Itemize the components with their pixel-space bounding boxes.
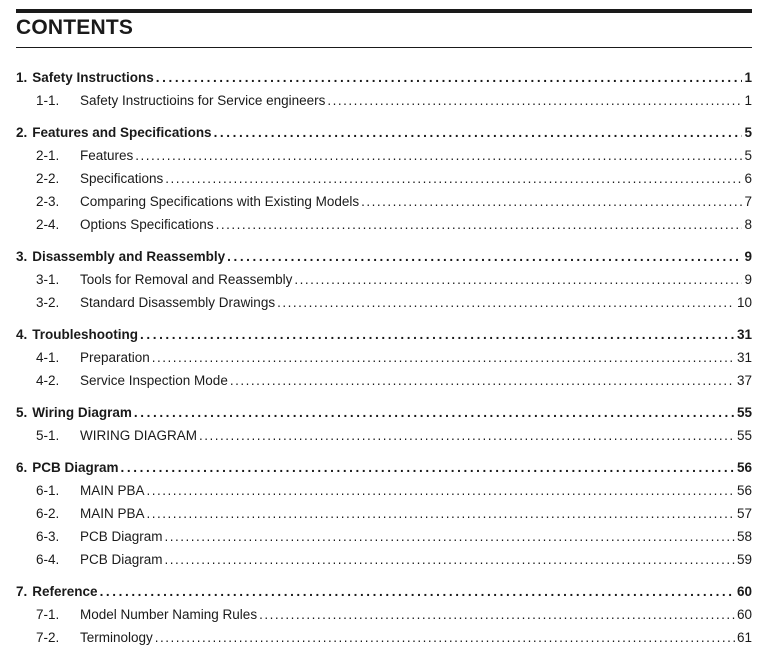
- entry-title: Service Inspection Mode: [80, 373, 228, 388]
- page-number: 31: [736, 350, 752, 365]
- dot-leader: [259, 603, 735, 626]
- page-number: 9: [744, 249, 752, 264]
- dot-leader: [214, 121, 743, 144]
- page-number: 37: [736, 373, 752, 388]
- dot-leader: [134, 401, 735, 424]
- entry-title: Model Number Naming Rules: [80, 607, 258, 622]
- entry-title: Safety Instructioins for Service engineers: [80, 93, 326, 108]
- toc-section-heading[interactable]: [16, 121, 752, 144]
- toc-entry[interactable]: [16, 213, 752, 236]
- toc-entry[interactable]: [16, 626, 752, 649]
- page-number: 59: [736, 552, 752, 567]
- toc-entry[interactable]: [16, 424, 752, 447]
- dot-leader: [216, 213, 743, 236]
- page-number: 56: [736, 483, 752, 498]
- dot-leader: [100, 580, 735, 603]
- entry-number: 6-2.: [36, 506, 60, 521]
- toc-section: [16, 580, 752, 649]
- toc-entry[interactable]: [16, 89, 752, 112]
- toc-section: [16, 456, 752, 571]
- entry-number: 1-1.: [36, 93, 60, 108]
- dot-leader: [199, 424, 735, 447]
- page-number: 60: [736, 584, 752, 599]
- section-title: Wiring Diagram: [32, 405, 132, 420]
- toc-section-heading[interactable]: [16, 580, 752, 603]
- page-title: CONTENTS: [16, 16, 134, 39]
- entry-number: 4-2.: [36, 373, 60, 388]
- page-number: 10: [736, 295, 752, 310]
- toc-section: [16, 401, 752, 447]
- section-title: Disassembly and Reassembly: [32, 249, 226, 264]
- page-number: 55: [736, 405, 752, 420]
- entry-title: Options Specifications: [80, 217, 214, 232]
- entry-title: MAIN PBA: [80, 483, 145, 498]
- dot-leader: [152, 346, 735, 369]
- section-number: 4.: [16, 327, 28, 342]
- toc-section-heading[interactable]: [16, 245, 752, 268]
- dot-leader: [147, 502, 735, 525]
- dot-leader: [156, 66, 743, 89]
- toc-entry[interactable]: [16, 268, 752, 291]
- section-title: Features and Specifications: [32, 125, 212, 140]
- entry-number: 7-2.: [36, 630, 60, 645]
- entry-title: PCB Diagram: [80, 552, 163, 567]
- toc-entry[interactable]: [16, 548, 752, 571]
- entry-number: 2-2.: [36, 171, 60, 186]
- toc-section-heading[interactable]: [16, 456, 752, 479]
- dot-leader: [165, 525, 735, 548]
- toc-section: [16, 323, 752, 392]
- entry-number: 2-1.: [36, 148, 60, 163]
- dot-leader: [121, 456, 735, 479]
- page-number: 6: [744, 171, 752, 186]
- toc-section: [16, 245, 752, 314]
- toc-section: [16, 121, 752, 236]
- section-number: 1.: [16, 70, 28, 85]
- section-number: 3.: [16, 249, 28, 264]
- entry-number: 6-3.: [36, 529, 60, 544]
- page-number: 5: [744, 148, 752, 163]
- entry-title: WIRING DIAGRAM: [80, 428, 197, 443]
- dot-leader: [294, 268, 742, 291]
- section-number: 2.: [16, 125, 28, 140]
- entry-number: 5-1.: [36, 428, 60, 443]
- page-number: 1: [744, 70, 752, 85]
- page-number: 61: [736, 630, 752, 645]
- entry-title: Preparation: [80, 350, 150, 365]
- dot-leader: [147, 479, 735, 502]
- entry-number: 3-1.: [36, 272, 60, 287]
- toc-entry[interactable]: [16, 525, 752, 548]
- toc-entry[interactable]: [16, 502, 752, 525]
- page-number: 9: [744, 272, 752, 287]
- section-number: 5.: [16, 405, 28, 420]
- entry-title: MAIN PBA: [80, 506, 145, 521]
- entry-title: Terminology: [80, 630, 153, 645]
- entry-number: 3-2.: [36, 295, 60, 310]
- section-title: Troubleshooting: [32, 327, 139, 342]
- dot-leader: [140, 323, 735, 346]
- page-number: 57: [736, 506, 752, 521]
- entry-number: 6-4.: [36, 552, 60, 567]
- entry-title: Specifications: [80, 171, 164, 186]
- toc-section-heading[interactable]: [16, 323, 752, 346]
- toc-section-heading[interactable]: [16, 401, 752, 424]
- entry-title: Standard Disassembly Drawings: [80, 295, 276, 310]
- section-title: Safety Instructions: [32, 70, 154, 85]
- title-rule: [16, 47, 752, 48]
- entry-number: 6-1.: [36, 483, 60, 498]
- dot-leader: [327, 89, 742, 112]
- toc-entry[interactable]: [16, 603, 752, 626]
- toc-entry[interactable]: [16, 190, 752, 213]
- entry-number: 2-3.: [36, 194, 60, 209]
- dot-leader: [135, 144, 742, 167]
- page-number: 58: [736, 529, 752, 544]
- section-title: PCB Diagram: [32, 460, 119, 475]
- toc-section: [16, 66, 752, 112]
- toc-entry[interactable]: [16, 369, 752, 392]
- entry-title: Features: [80, 148, 134, 163]
- section-number: 7.: [16, 584, 28, 599]
- page-number: 31: [736, 327, 752, 342]
- toc-entry[interactable]: [16, 346, 752, 369]
- entry-number: 4-1.: [36, 350, 60, 365]
- entry-number: 2-4.: [36, 217, 60, 232]
- dot-leader: [155, 626, 735, 649]
- page-number: 1: [744, 93, 752, 108]
- page-number: 56: [736, 460, 752, 475]
- page-number: 5: [744, 125, 752, 140]
- section-title: Reference: [32, 584, 98, 599]
- dot-leader: [227, 245, 742, 268]
- toc-section-heading[interactable]: [16, 66, 752, 89]
- dot-leader: [361, 190, 742, 213]
- section-number: 6.: [16, 460, 28, 475]
- entry-title: Tools for Removal and Reassembly: [80, 272, 293, 287]
- dot-leader: [165, 167, 742, 190]
- entry-number: 7-1.: [36, 607, 60, 622]
- toc-entry[interactable]: [16, 479, 752, 502]
- top-rule: [16, 9, 752, 13]
- toc-entry[interactable]: [16, 144, 752, 167]
- entry-title: Comparing Specifications with Existing Models: [80, 194, 360, 209]
- toc-entry[interactable]: [16, 167, 752, 190]
- table-of-contents: [16, 66, 752, 658]
- page-number: 55: [736, 428, 752, 443]
- dot-leader: [230, 369, 735, 392]
- entry-title: PCB Diagram: [80, 529, 163, 544]
- dot-leader: [165, 548, 735, 571]
- page-number: 8: [744, 217, 752, 232]
- page-number: 7: [744, 194, 752, 209]
- dot-leader: [277, 291, 735, 314]
- toc-entry[interactable]: [16, 291, 752, 314]
- page-number: 60: [736, 607, 752, 622]
